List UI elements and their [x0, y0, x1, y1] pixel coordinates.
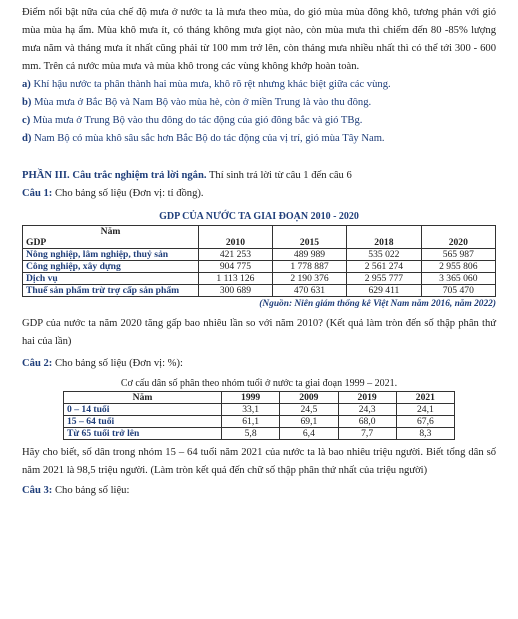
statement-b: b) Mùa mưa ở Bắc Bộ và Nam Bộ vào mùa hè, còn ở miền Trung là vào thu đông. [22, 97, 372, 108]
value-cell: 489 989 [272, 249, 346, 261]
row-label: Thuế sản phẩm trừ trợ cấp sản phẩm [23, 285, 199, 297]
age-structure-table [63, 391, 455, 440]
age-table-title: Cơ cấu dân số phân theo nhóm tuổi ở nước ta giai đoạn 1999 – 2021. [120, 378, 398, 389]
statement-list [22, 76, 496, 148]
year-cell: 2021 [396, 392, 454, 404]
intro-paragraph: Điểm nổi bật nữa của chế độ mưa ở nước ta là mưa theo mùa, do gió mùa mùa đông khô, tương phản với gió mùa mùa hạ ẩm. Mùa khô mưa ít, có tháng không mưa giọt nào, còn mùa mưa thì chiếm đến 80 -85% lượng mưa năm và tháng mưa ít nhất cũng phải từ 100 mm trở lên, còn tháng mưa nhiều nhất thì có thể tới 300 - 600 mm. Trên cả nước mùa mưa và mùa khô trong các vùng không khớp hoàn toàn. [22, 7, 496, 72]
row-label: Nông nghiệp, lâm nghiệp, thuỷ sản [23, 249, 199, 261]
year-cell: 2020 [421, 226, 495, 249]
gdp-table-title: GDP CỦA NƯỚC TA GIAI ĐOẠN 2010 - 2020 [159, 211, 359, 222]
value-cell: 24,3 [338, 404, 396, 416]
table-row [23, 249, 496, 261]
statement-d: d) Nam Bộ có mùa khô sâu sắc hơn Bắc Bộ do tác động của vị trí, gió mùa Tây Nam. [22, 133, 385, 144]
value-cell: 61,1 [222, 416, 280, 428]
year-cell: 1999 [222, 392, 280, 404]
value-cell: 24,1 [396, 404, 454, 416]
value-cell: 1 778 887 [272, 261, 346, 273]
table-row [64, 416, 455, 428]
value-cell: 2 955 777 [347, 273, 421, 285]
table-source: (Nguồn: Niên giám thống kê Việt Nam năm 2016, năm 2022) [259, 299, 496, 309]
section-heading: PHẦN III. Câu trắc nghiệm trả lời ngắn. Thí sinh trả lời từ câu 1 đến câu 6 [22, 170, 352, 181]
table-header-row [23, 226, 496, 249]
statement-a: a) Khí hậu nước ta phân thành hai mùa mưa, khô rõ rệt nhưng khác biệt giữa các vùng. [22, 79, 391, 90]
value-cell: 33,1 [222, 404, 280, 416]
row-label: 0 – 14 tuổi [64, 404, 222, 416]
question-3-intro: Câu 3: Cho bảng số liệu: [22, 485, 130, 496]
value-cell: 7,7 [338, 428, 396, 440]
year-cell: 2019 [338, 392, 396, 404]
value-cell: 470 631 [272, 285, 346, 297]
header-year-label: Năm [100, 226, 121, 237]
table-row [23, 273, 496, 285]
question-2-intro: Câu 2: Cho bảng số liệu (Đơn vị: %): [22, 358, 183, 369]
value-cell: 8,3 [396, 428, 454, 440]
value-cell: 68,0 [338, 416, 396, 428]
year-cell: 2018 [347, 226, 421, 249]
value-cell: 67,6 [396, 416, 454, 428]
table-row [64, 404, 455, 416]
row-label: Dịch vụ [23, 273, 199, 285]
header-corner-cell [23, 226, 199, 249]
table-header-row [64, 392, 455, 404]
value-cell: 6,4 [280, 428, 338, 440]
statement-c: c) Mùa mưa ở Trung Bộ vào thu đông do tác động của gió đông bắc và gió TBg. [22, 115, 363, 126]
value-cell: 2 561 274 [347, 261, 421, 273]
table-row [23, 285, 496, 297]
value-cell: 535 022 [347, 249, 421, 261]
year-cell: 2010 [199, 226, 273, 249]
row-label: 15 – 64 tuổi [64, 416, 222, 428]
value-cell: 69,1 [280, 416, 338, 428]
row-label: Từ 65 tuổi trở lên [64, 428, 222, 440]
gdp-table [22, 225, 496, 297]
value-cell: 2 190 376 [272, 273, 346, 285]
value-cell: 705 470 [421, 285, 495, 297]
value-cell: 1 113 126 [199, 273, 273, 285]
value-cell: 421 253 [199, 249, 273, 261]
value-cell: 904 775 [199, 261, 273, 273]
question-1-text: GDP của nước ta năm 2020 tăng gấp bao nhiêu lần so với năm 2010? (Kết quả làm tròn đến số thập phân thứ hai của lần) [22, 318, 496, 347]
question-1-intro: Câu 1: Cho bảng số liệu (Đơn vị: tỉ đồng). [22, 188, 204, 199]
year-cell: 2015 [272, 226, 346, 249]
table-row [64, 428, 455, 440]
year-cell: 2009 [280, 392, 338, 404]
header-gdp-label: GDP [26, 237, 47, 248]
value-cell: 300 689 [199, 285, 273, 297]
value-cell: 629 411 [347, 285, 421, 297]
value-cell: 24,5 [280, 404, 338, 416]
row-label: Công nghiệp, xây dựng [23, 261, 199, 273]
value-cell: 565 987 [421, 249, 495, 261]
table-row [23, 261, 496, 273]
question-2-text: Hãy cho biết, số dân trong nhóm 15 – 64 tuổi năm 2021 của nước ta là bao nhiêu triệu người. Biết tổng dân số năm 2021 là 98,5 triệu người. (Làm tròn kết quả đến chữ số thập phân thứ nhất của triệu người) [22, 447, 496, 476]
value-cell: 2 955 806 [421, 261, 495, 273]
value-cell: 3 365 060 [421, 273, 495, 285]
value-cell: 5,8 [222, 428, 280, 440]
header-year-label: Năm [64, 392, 222, 404]
